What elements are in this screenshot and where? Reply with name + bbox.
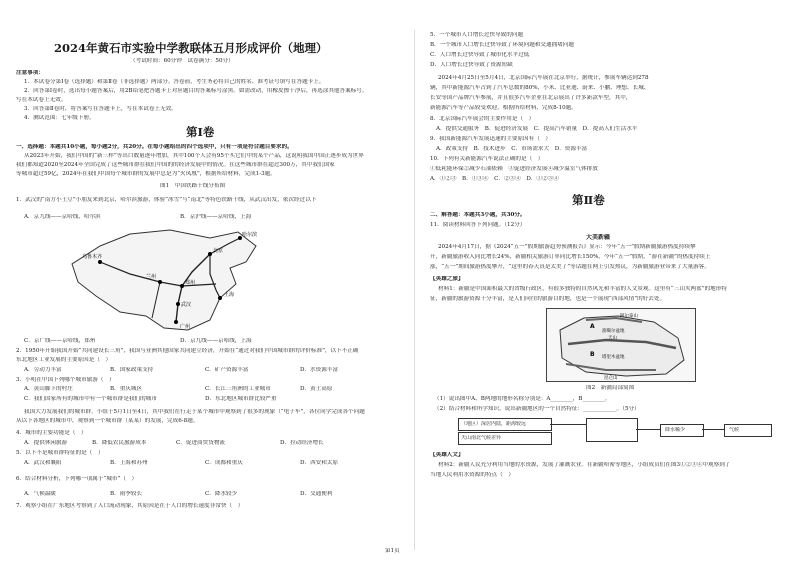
question-10: 10．下列有关新能源汽车说法正确的是（ ）: [430, 156, 544, 162]
passage-line-1: 从2023年开始，我们中国的“新三样”等出口数量逐年增加，其中100个人会有95个买它们中的某个产品，这说明我国中国正逐步成为世界: [24, 153, 364, 159]
q5-option-c: C．成都和重庆: [205, 460, 243, 466]
question-9: 9．我国新能源汽车发展迅速的主要原因有（ ）: [430, 136, 552, 142]
q3-option-a: A．黄山脚下的村庄: [24, 386, 73, 392]
question-1: 1．武汉的“南方小土豆”小朋友来到北京，哈尔滨旅游，体验“冰雪”与“南北”等特色铁路干线，从武汉出发，依次经过以下: [16, 197, 317, 203]
label-kunlun: 昆仑山: [604, 376, 618, 381]
right-line-5: 2024年4月25日至5月4日，北京国际汽车展在北京举行，据统计，参展车辆达到278: [438, 75, 649, 81]
right-line-7: 长安等国产品牌汽车参展，并且很多汽车企业在北京展出了许多新款车型，其中，: [430, 95, 632, 101]
map-label-zhengzhou: 郑州: [185, 280, 196, 286]
map-label-urumqi: 乌鲁木齐: [82, 254, 103, 260]
passage2-line-1: 我国大力发展我们的城市群，小组于5月1日至4日，其中我们在行走于某个城市中观察到了很多的现象（“电子车”，各位同学完成各个问题: [24, 409, 365, 415]
page-number: 第1页: [385, 548, 400, 554]
question-11: 11．阅读材料回答下列问题。（12分）: [430, 222, 526, 228]
part2-passage-2: 升，新疆旅游收入同比增长24%，新疆相关旅游订单同比增长150%，今年“五一”假期，“游在新疆”的热度持续上: [430, 254, 711, 260]
flow-box-2: [458, 432, 552, 445]
xinjiang-map: [546, 308, 696, 382]
map-label-guangzhou: 广州: [180, 324, 191, 330]
q1-option-c: C．京广线——京哈线，郑州: [24, 338, 96, 344]
q2-option-a: A．劳动力丰富: [24, 367, 62, 373]
q5-option-a: A．武汉和襄阳: [24, 460, 62, 466]
q2-option-c: C．矿产资源丰富: [205, 367, 249, 373]
fig1-caption: 图1 中国铁路干线分布图: [160, 183, 226, 189]
flow-arrow-1: [550, 424, 586, 425]
map-label-harbin: 哈尔滨: [242, 232, 258, 238]
right-line-3: C．人口增长过快导致了城市化水平过低: [430, 52, 530, 58]
flow-box-4-label: 降水稀少: [665, 427, 686, 433]
right-line-4: D．人口增长过快导致了资源短缺: [430, 62, 513, 68]
q5-option-d: D．西安和太原: [300, 460, 339, 466]
q1-option-a: A．京九线——京哈线，哈尔滨: [24, 214, 101, 220]
material-1-line-1: 材料1：新疆是中国面积最大的省级行政区，有很多独特的自然风光和丰富的人文景观。这里有“三山夹两盆”的地形特: [438, 286, 727, 292]
question-2: 2．1950年开始我国开始“共同建设长三角”，我国与亚洲其他国家共同建立经济，开始在“通过对我们中国城市群的评价标准”，以下不正确: [16, 348, 359, 354]
q9-options: A．政策支持 B．技术进步 C．市场需求大 D．资源丰富: [436, 146, 588, 152]
q6-option-c: C．降水较少: [205, 491, 238, 497]
q4-option-c: C．促进商贸货物流: [176, 440, 226, 446]
part2-passage-3: 涨，“五一”期间旅游热度攀升，“这里的春天真是太美了”等话题在网上引发热议，为新疆旅游业带来了大量游客。: [430, 264, 710, 270]
note-4: 4．测试范围：七年级下册。: [24, 115, 95, 121]
question-7: 7．观察小组在广东地区考察到了人口流动现象，其原因是在于人口的增长速度非常快（ ）: [16, 503, 244, 509]
passage-line-3: 等城市超过59亿，2024年在我们中国每个城市群的发展中总是为“火凤凰”，根据所给材料，完成1-3题。: [16, 171, 276, 177]
label-b: B: [590, 351, 595, 358]
map-dot: [208, 252, 212, 256]
flow-box-5: [724, 424, 772, 437]
flow-arrow-2: [636, 429, 660, 430]
map-dot: [218, 296, 222, 300]
q1-option-d: D．京九线——京哈线，上海: [180, 338, 252, 344]
label-tarim: 塔里木盆地: [602, 355, 625, 360]
q3-extra-c: C．我们国家所有的城市中有一个城市群是我们的城市: [24, 396, 157, 402]
flow-box-2-label: 天山南北气候差异: [461, 435, 502, 441]
q10-options: A．①②③ B．①③④ C．②③④ D．①②③④: [430, 176, 559, 182]
note-2: 2．回答第Ⅰ卷时，选出每小题答案后，用2B铅笔把答题卡上对应题目的答案标号涂黑。如需改动，用橡皮擦干净后，再选涂其他答案标号。: [24, 88, 368, 94]
right-line-8: 新能源汽车等产品较受欢迎，根据所给材料，完成8-10题。: [430, 105, 577, 111]
q4-option-a: A．提供休闲旅游: [24, 440, 68, 446]
material-2-line-1: 材料2：新疆人民充分利用当地的水资源，发展了灌溉农业。在新疆哈密等地区，小组成员们在图3①②③④中观察到了: [438, 462, 731, 468]
flow-box-4: [660, 424, 704, 437]
label-altai: 阿尔泰山: [620, 314, 638, 319]
note-2b: 写在本试卷上无效。: [16, 97, 67, 103]
flow-box-1: [458, 418, 552, 431]
railway-map: [60, 224, 270, 338]
label-a: A: [590, 323, 595, 330]
q3-extra-d: D．东北地区城市群比较严重: [205, 396, 277, 402]
map-dot: [180, 284, 184, 288]
exam-title: 2024年黄石市实验中学教联体五月形成评价（地理）: [54, 42, 328, 55]
right-line-6: 辆，其中新能源汽车占到了汽车总数的80%，小米、比亚迪、蔚来、小鹏、理想、长城、: [430, 85, 650, 91]
fig2-caption: 图2 新疆局部简图: [586, 385, 635, 391]
q4-option-b: B．降低农民旅游成本: [92, 440, 147, 446]
q3-option-d: D．黄土高原: [300, 386, 333, 392]
part1-title: 第Ⅰ卷: [186, 126, 215, 139]
notes-heading: 注意事项：: [16, 70, 44, 76]
question-8: 8．北京国际汽车展会的主要作用是（ ）: [430, 116, 535, 122]
part1-instruction: 一、选择题：本题共10小题，每小题2分，共20分。在每小题给出的四个选项中，只有一项是符合题目要求的。: [16, 144, 293, 150]
exam-subtitle: （考试时间：60分钟 试卷满分：50分）: [130, 58, 234, 64]
label-tianshan: 天山: [608, 336, 617, 341]
note-1: 1．本试卷分第Ⅰ卷（选择题）和第Ⅱ卷（非选择题）两部分。答卷前，考生务必将自己的姓名、准考证号填写在答题卡上。: [24, 79, 325, 85]
right-line-2: B．一个城市人口增长过快导致了环境问题和交通拥堵问题: [430, 42, 574, 48]
box-title: 大美新疆: [586, 234, 611, 241]
q8-options: A．提供交通服务 B．促进经济发展 C．提高汽车销量 D．提高人们生活水平: [436, 126, 638, 132]
q2-option-d: D．水资源丰富: [300, 367, 339, 373]
q6-option-d: D．交通便利: [300, 491, 333, 497]
map-dot: [174, 320, 178, 324]
map-label-shanghai: 上海: [224, 292, 235, 298]
q3-option-b: B．重庆城区: [110, 386, 143, 392]
map-dot: [158, 280, 162, 284]
map-dot: [176, 302, 180, 306]
section-nature: 【英雄之旅】: [430, 276, 464, 282]
china-outline: [72, 230, 256, 330]
q4-option-d: D．拉动经济增长: [280, 440, 324, 446]
flow-box-3: [586, 418, 638, 442]
question-5: 5．以下不是城市群特征的是（ ）: [16, 450, 104, 456]
column-divider: [414, 30, 415, 550]
q5-option-b: B．上海和苏州: [110, 460, 148, 466]
q6-option-b: B．雨季较长: [110, 491, 143, 497]
map-label-wuhan: 武汉: [181, 302, 192, 308]
passage-line-2: 我们都知道2020至2024年全国完成了这些城市群在我们中国的的经济发展中的情况。在这些城市群在超过300万，其中我们国家: [16, 162, 335, 168]
q3-option-c: C．长江三角洲的工业城市: [205, 386, 271, 392]
part2-passage-1: 2024年4月17日，据《2024“五一”假期旅游趋势预测报告》显示：今年“五一”假期新疆旅游热度持续攀: [438, 244, 696, 250]
question-6: 6．结合材料分析，下列哪一项属于“城市”（ ）: [16, 476, 138, 482]
material-1-line-2: 征，新疆的旅游资源十分丰富，是人们向往的旅游目的地，也是一个展现“西部风情”的好去处。: [430, 296, 666, 302]
section-culture: 【英雄人文】: [430, 452, 464, 458]
q1-option-b: B．京沪线——京哈线，上海: [180, 214, 252, 220]
sub-question-1: （1）说出图中A、B两地的地形名称分别是：A________，B________。: [434, 396, 611, 402]
map-label-lanzhou: 兰州: [146, 274, 157, 280]
label-junggar: 准噶尔盆地: [602, 329, 625, 334]
question-3: 3．小明在中国下列哪个城市旅游（ ）: [16, 377, 115, 383]
q10-statements: ①低耗能环保②减少石油依赖 ③促进经济发展④减少温室气体排放: [430, 166, 598, 172]
map-label-beijing: 北京: [213, 248, 224, 254]
sub-question-2: （2）结合材料和所学知识，说出新疆地区的一个自然特征：____________。（5分）: [434, 406, 640, 412]
passage2-line-2: 从以下各地区的城市中，观察到一个城市群（某某）的发展，完成6-8题。: [16, 418, 199, 424]
flow-arrow-3: [702, 429, 724, 430]
question-4: 4．城市的主要功能是（ ）: [16, 430, 87, 436]
map-dot: [98, 260, 102, 264]
q6-option-a: A．气候温暖: [24, 491, 57, 497]
q2-option-b: B．国家政策支持: [110, 367, 154, 373]
flow-box-1-label: （地区）深居内陆，距海较远: [461, 421, 527, 427]
part2-instruction: 二、解答题：本题共3小题，共30分。: [430, 212, 526, 218]
note-3: 3．回答第Ⅱ卷时，将答案写在答题卡上，写在本试卷上无效。: [24, 106, 177, 112]
part2-title: 第Ⅱ卷: [572, 194, 605, 207]
flow-box-5-label: 气候: [729, 427, 740, 433]
material-2-line-2: 当地人民利用水资源的特点（ ）: [430, 472, 514, 478]
right-line-1: 5．一个城市人口增长过快导致的问题: [430, 32, 524, 38]
question-2b: 东北地区工业发展的主要原因是（ ）: [16, 357, 112, 363]
